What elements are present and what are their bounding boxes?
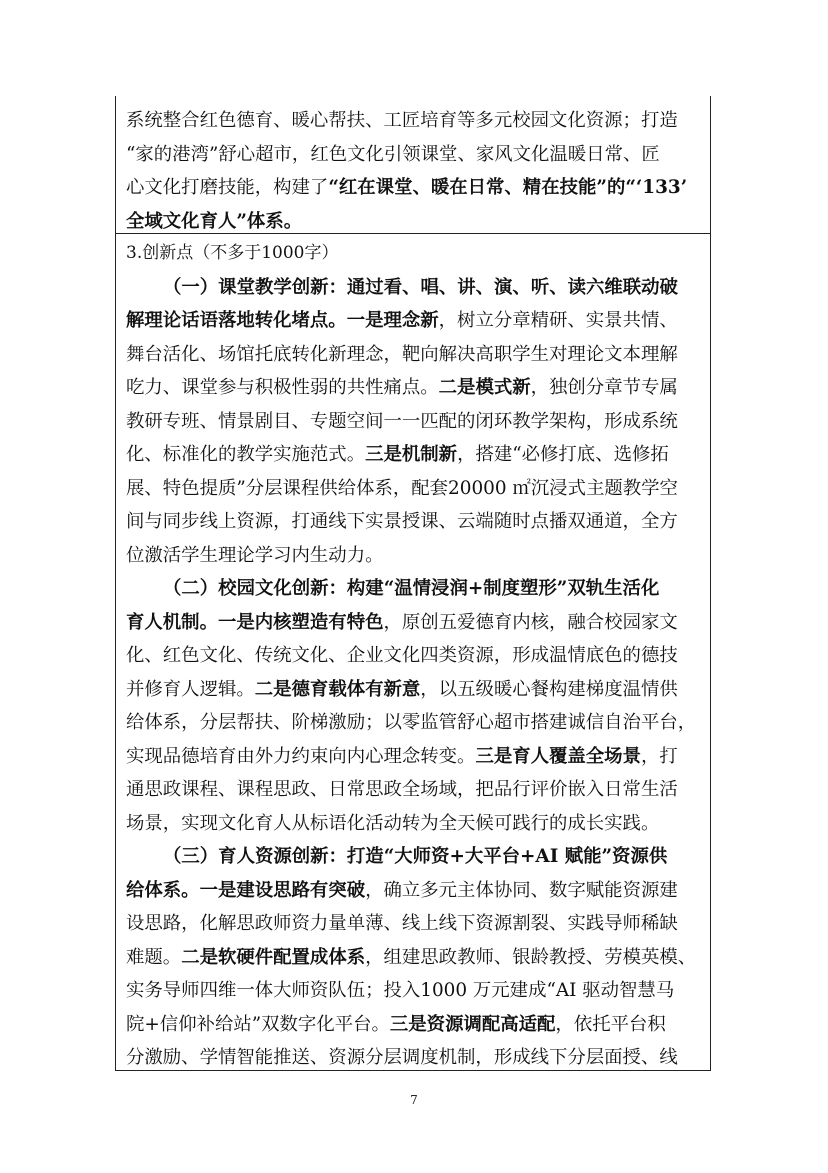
text-line: [126, 271, 706, 305]
text-line: [126, 840, 706, 874]
text-run: 院+信仰补给站”双数字化平台。: [126, 1013, 390, 1035]
text-line: [126, 371, 706, 405]
section-heading: 3.创新点（不多于1000字）: [126, 243, 339, 263]
text-run: “家的港湾”舒心超市，红色文化引领课堂、家风文化温暖日常、匠: [126, 143, 660, 165]
text-run: 给体系，分层帮扶、阶梯激励；以零监管舒心超市搭建诚信自治平台，: [126, 712, 697, 733]
text-line: [126, 773, 706, 807]
text-line: [126, 304, 706, 338]
text-run: ，打: [640, 745, 678, 767]
text-run: 间与同步线上资源，打通线下实景授课、云端随时点播双通道，全方: [126, 511, 678, 532]
text-run: 并修育人逻辑。: [126, 678, 255, 700]
form-table: [115, 96, 711, 1071]
bold-run: 二是软硬件配置成体系: [181, 946, 366, 968]
text-run: ，确立多元主体协同、数字赋能资源建: [365, 879, 678, 901]
text-line: [126, 1008, 706, 1042]
page-number: 7: [410, 1093, 418, 1107]
text-run: 场景，实现文化育人从标语化活动转为全天候可践行的成长实践。: [126, 812, 660, 834]
text-run: 展、特色提质”分层课程供给体系，配套20000 ㎡沉浸式主题教学空: [126, 477, 678, 499]
text-run: 位激活学生理论学习内生动力。: [126, 544, 384, 566]
text-line: [126, 438, 706, 472]
text-line: [126, 572, 706, 606]
text-line: [126, 907, 706, 941]
text-run: ，原创五爱德育内核，融合校园家文: [383, 611, 678, 633]
text-line: [126, 740, 706, 774]
row-divider: [116, 233, 710, 234]
text-line: [126, 104, 706, 138]
bold-run: 三是育人覆盖全场景: [475, 745, 641, 767]
bold-run: （一）课堂教学创新：通过看、唱、讲、演、听、读六维联动破: [163, 276, 678, 298]
text-line: [126, 405, 706, 439]
text-run: 分激励、学情智能推送、资源分层调度机制，形成线下分层面授、线: [126, 1047, 678, 1068]
text-run: ，以五级暖心餐构建梯度温情供: [420, 678, 678, 700]
text-line: [126, 472, 706, 506]
bold-run: 二是德育载体有新意: [254, 678, 421, 700]
text-line: [126, 807, 706, 841]
text-run: ，独创分章节专属: [530, 377, 678, 398]
text-line: [126, 171, 706, 205]
text-run: 教研专班、情景剧目、专题空间一一匹配的闭环教学架构，形成系统: [126, 410, 678, 432]
text-run: 设思路，化解思政师资力量单薄、线上线下资源割裂、实践导师稀缺: [126, 913, 678, 934]
text-line: [126, 505, 706, 539]
text-run: ，搭建“必修打底、选修拓: [457, 444, 669, 465]
bold-run: 全域文化育人”体系。: [126, 210, 303, 232]
bold-run: 给体系。一是建设思路有突破: [126, 879, 366, 901]
text-run: 化、红色文化、传统文化、企业文化四类资源，形成温情底色的德技: [126, 645, 678, 666]
text-line: [126, 639, 706, 673]
text-line: [126, 974, 706, 1008]
text-line: [126, 941, 706, 975]
text-run: 通思政课程、课程思政、日常思政全场域，把品行评价嵌入日常生活: [126, 779, 678, 800]
bold-run: 三是资源调配高适配: [389, 1013, 556, 1035]
text-run: 吃力、课堂参与积极性弱的共性痛点。: [126, 377, 439, 398]
text-line: [126, 138, 706, 172]
text-run: ，依托平台积: [555, 1013, 666, 1035]
bold-run: 解理论话语落地转化堵点。一是理念新: [126, 310, 439, 331]
text-run: 系统整合红色德育、暖心帮扶、工匠培育等多元校园文化资源；打造: [126, 110, 678, 131]
text-run: ，树立分章精研、实景共情、: [438, 310, 678, 331]
text-run: 化、标准化的教学实施范式。: [126, 444, 366, 465]
text-line: [126, 706, 706, 740]
text-line: [126, 1041, 706, 1075]
text-line: [126, 539, 706, 573]
bold-run: （三）育人资源创新：打造“大师资+大平台+AI 赋能”资源供: [163, 846, 668, 867]
text-run: 心文化打磨技能，构建了: [126, 177, 329, 198]
text-line: [126, 874, 706, 908]
bold-run: 三是机制新: [365, 444, 458, 465]
table-cell-innovation: [126, 237, 706, 1075]
text-run: 实务导师四维一体大师资队伍；投入1000 万元建成“AI 驱动智慧马: [126, 980, 675, 1001]
bold-run: “红在课堂、暖在日常、精在技能”的“‘133’: [328, 177, 688, 198]
text-line: [126, 338, 706, 372]
text-run: 舞台活化、场馆托底转化新理念，靶向解决高职学生对理论文本理解: [126, 343, 678, 365]
table-cell-culture-summary: [126, 104, 706, 238]
text-run: 难题。: [126, 946, 182, 968]
bold-run: 二是模式新: [438, 377, 531, 398]
bold-run: （二）校园文化创新：构建“温情浸润+制度塑形”双轨生活化: [163, 578, 660, 599]
text-run: 实现品德培育由外力约束向内心理念转变。: [126, 745, 476, 767]
text-run: ，组建思政教师、银龄教授、劳模英模、: [365, 946, 697, 968]
text-line: [126, 606, 706, 640]
text-line: [126, 673, 706, 707]
bold-run: 育人机制。一是内核塑造有特色: [126, 611, 384, 633]
